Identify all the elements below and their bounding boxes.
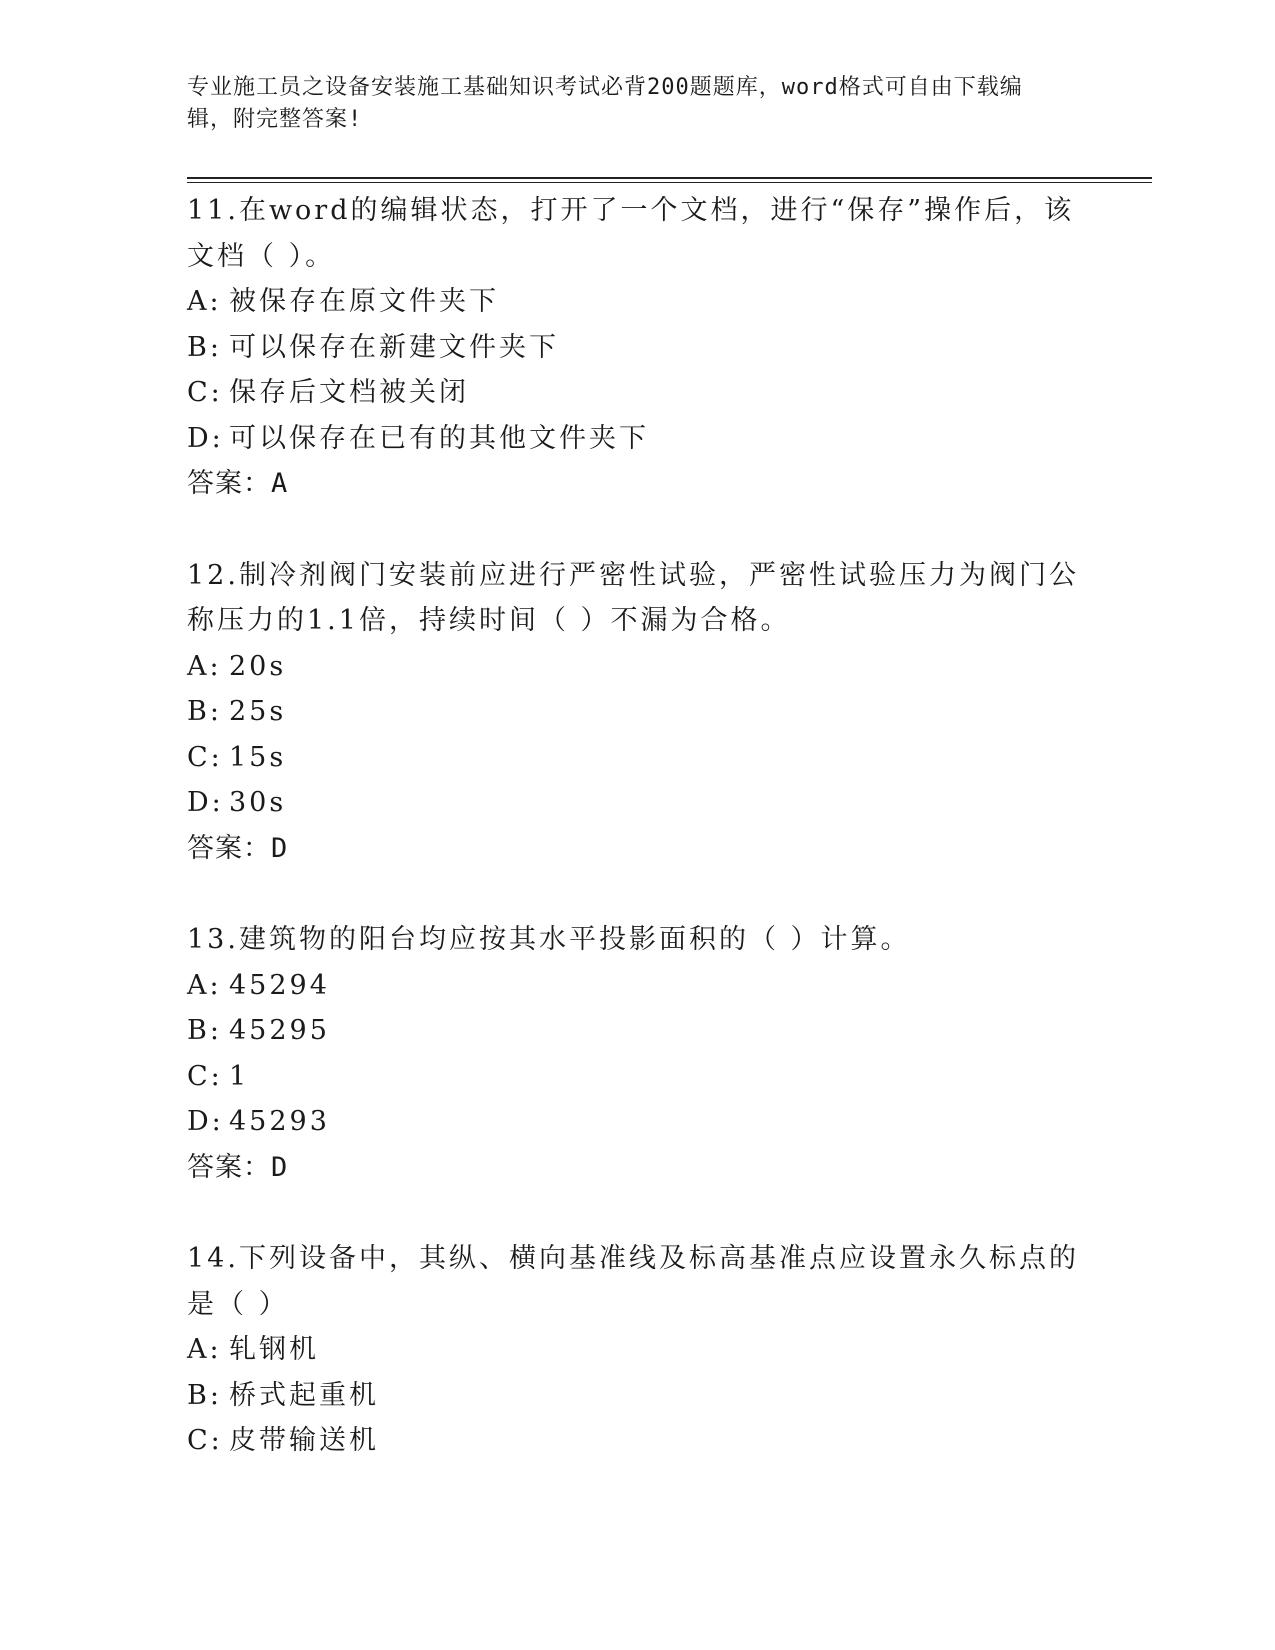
question-13 — [187, 917, 1087, 1190]
option-letter: D: — [187, 422, 224, 454]
option-letter: A: — [187, 650, 222, 682]
option-letter: D: — [187, 1106, 224, 1137]
option-text: 45295 — [229, 1015, 330, 1046]
question-list — [187, 188, 1087, 1510]
question-stem: 11.在word的编辑状态，打开了一个文档，进行“保存”操作后，该文档（ ）。 — [187, 195, 1075, 272]
answer-line: 答案：D — [187, 1151, 289, 1183]
option-c — [187, 735, 1087, 781]
option-a — [187, 963, 1087, 1009]
question-12 — [187, 553, 1087, 872]
option-a — [187, 279, 1087, 325]
option-text: 可以保存在已有的其他文件夹下 — [229, 422, 649, 454]
option-letter: C: — [187, 741, 223, 773]
question-11 — [187, 188, 1087, 507]
option-letter: C: — [187, 1425, 223, 1456]
option-b — [187, 1008, 1087, 1054]
option-letter: B: — [187, 696, 222, 727]
option-text: 45293 — [229, 1106, 330, 1137]
header-divider-thin — [187, 182, 1152, 183]
option-letter: D: — [187, 787, 224, 818]
option-text: 保存后文档被关闭 — [229, 377, 469, 408]
option-letter: C: — [187, 377, 223, 408]
option-text: 25s — [229, 696, 287, 727]
option-text: 可以保存在新建文件夹下 — [229, 331, 559, 363]
question-stem: 14.下列设备中，其纵、横向基准线及标高基准点应设置永久标点的是（ ） — [187, 1243, 1079, 1320]
option-text: 15s — [229, 741, 287, 773]
option-text: 20s — [229, 650, 287, 682]
option-text: 30s — [229, 787, 287, 818]
option-text: 桥式起重机 — [229, 1379, 379, 1411]
option-a — [187, 1327, 1087, 1373]
option-letter: A: — [187, 286, 222, 317]
option-letter: A: — [187, 969, 222, 1001]
option-text: 皮带输送机 — [229, 1425, 379, 1456]
option-a — [187, 644, 1087, 690]
option-c — [187, 1418, 1087, 1464]
document-header: 专业施工员之设备安装施工基础知识考试必背200题题库，word格式可自由下载编辑，附完整答案! — [187, 75, 1023, 132]
option-text: 1 — [229, 1060, 250, 1092]
option-letter: A: — [187, 1334, 222, 1365]
option-text: 被保存在原文件夹下 — [229, 286, 499, 317]
answer-line: 答案：D — [187, 832, 289, 864]
option-letter: C: — [187, 1060, 223, 1092]
option-d — [187, 1099, 1087, 1145]
question-stem: 12.制冷剂阀门安装前应进行严密性试验，严密性试验压力为阀门公称压力的1.1倍，持续时间（ ）不漏为合格。 — [187, 559, 1079, 636]
option-c — [187, 370, 1087, 416]
option-b — [187, 325, 1087, 371]
option-d — [187, 780, 1087, 826]
option-d — [187, 416, 1087, 462]
header-divider-thick — [187, 177, 1152, 179]
answer-line: 答案：A — [187, 468, 289, 499]
option-letter: B: — [187, 331, 222, 363]
option-letter: B: — [187, 1379, 222, 1411]
option-letter: B: — [187, 1015, 222, 1046]
option-text: 45294 — [229, 969, 330, 1001]
option-b — [187, 689, 1087, 735]
option-b — [187, 1373, 1087, 1419]
option-c — [187, 1054, 1087, 1100]
option-text: 轧钢机 — [229, 1334, 319, 1365]
question-stem: 13.建筑物的阳台均应按其水平投影面积的（ ）计算。 — [187, 924, 911, 955]
question-14 — [187, 1236, 1087, 1464]
